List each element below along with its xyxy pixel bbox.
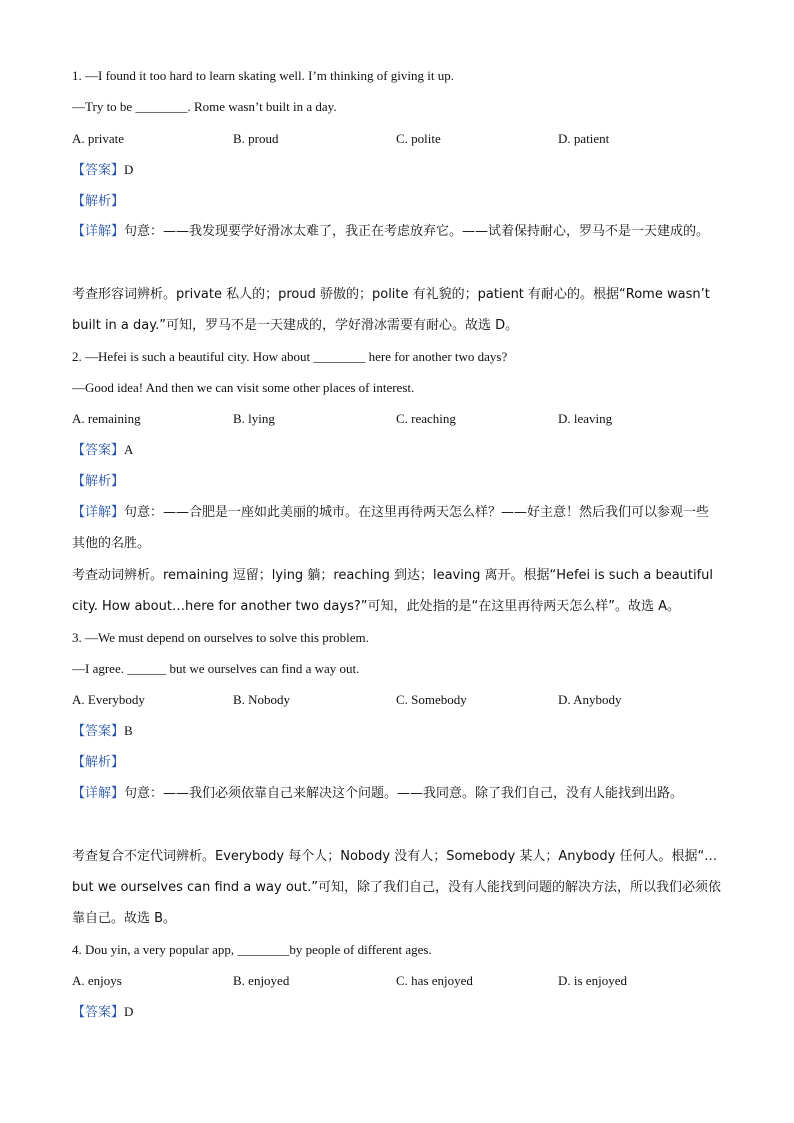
q4-option-b: B. enjoyed xyxy=(233,973,290,988)
q3-analysis xyxy=(72,753,722,772)
q4-stem xyxy=(72,941,722,959)
q4-answer xyxy=(72,1003,722,1022)
q4-blank: ________ xyxy=(237,942,290,957)
q3-analysis-label: 【解析】 xyxy=(72,755,125,770)
q1-analysis-label: 【解析】 xyxy=(72,194,125,209)
q2-explanation: 考查动词辨析。remaining 逗留；lying 躺；reaching 到达；leaving 离开。根据“Hefei is such a beautiful city. How about…here for another two days?”可知，此处指的是“在这里再待两天怎么样”。故选 A。 xyxy=(72,568,714,614)
q3-detail-label: 【详解】 xyxy=(72,786,125,801)
q4-stem-pre: 4. Dou yin, a very popular app, xyxy=(72,942,235,957)
q2-stem-post: here for another two days? xyxy=(368,349,508,364)
q2-detail-label: 【详解】 xyxy=(72,505,125,520)
q3-option-a: A. Everybody xyxy=(72,692,145,707)
q1-answer xyxy=(72,161,722,180)
q2-stem xyxy=(72,348,722,366)
q3-stem: 3. —We must depend on ourselves to solve this problem. xyxy=(72,630,369,645)
q1-stem: 1. —I found it too hard to learn skating well. I’m thinking of giving it up. xyxy=(72,68,455,83)
q2-analysis-label: 【解析】 xyxy=(72,474,125,489)
q2-dialog: —Good idea! And then we can visit some other places of interest. xyxy=(72,380,415,395)
q1-dialog-post: . Rome wasn’t built in a day. xyxy=(187,99,337,114)
q3-option-d: D. Anybody xyxy=(558,692,622,707)
q1-option-d: D. patient xyxy=(558,131,610,146)
q2-option-d: D. leaving xyxy=(558,411,613,426)
q1-detail xyxy=(72,216,722,278)
q1-detail-label: 【详解】 xyxy=(72,224,125,239)
q2-blank: ________ xyxy=(313,349,366,364)
q2-analysis xyxy=(72,472,722,491)
q2-stem-pre: 2. —Hefei is such a beautiful city. How about xyxy=(72,349,311,364)
q4-answer-value: D xyxy=(124,1004,134,1019)
q3-answer-label: 【答案】 xyxy=(72,724,125,739)
q2-answer xyxy=(72,441,722,460)
q1-dialog xyxy=(72,98,722,116)
q2-detail-text: 句意：——合肥是一座如此美丽的城市。在这里再待两天怎么样？——好主意！然后我们可以参观一些其他的名胜。 xyxy=(72,505,710,551)
q3-option-b: B. Nobody xyxy=(233,692,291,707)
q2-answer-value: A xyxy=(124,442,134,457)
q1-blank: ________ xyxy=(135,99,188,114)
q4-option-d: D. is enjoyed xyxy=(558,973,627,988)
q3-answer-value: B xyxy=(124,723,133,738)
q1-detail-text: 句意：——我发现要学好滑冰太难了，我正在考虑放弃它。——试着保持耐心，罗马不是一天建成的。 xyxy=(124,224,710,239)
q1-answer-value: D xyxy=(124,162,134,177)
q3-dialog-post: but we ourselves can find a way out. xyxy=(169,661,360,676)
q3-dialog-pre: —I agree. xyxy=(72,661,124,676)
q1-answer-label: 【答案】 xyxy=(72,163,125,178)
q2-option-b: B. lying xyxy=(233,411,275,426)
q2-option-a: A. remaining xyxy=(72,411,141,426)
q1-option-c: C. polite xyxy=(396,131,441,146)
q3-option-c: C. Somebody xyxy=(396,692,467,707)
q4-option-a: A. enjoys xyxy=(72,973,122,988)
q3-explanation: 考查复合不定代词辨析。Everybody 每个人；Nobody 没有人；Somebody 某人；Anybody 任何人。根据“…but we ourselves can find a way out.”可知，除了我们自己，没有人能找到问题的解决方法，所以我们必须依靠自己。故选 B。 xyxy=(72,849,721,926)
q4-answer-label: 【答案】 xyxy=(72,1005,125,1020)
q1-explanation: 考查形容词辨析。private 私人的；proud 骄傲的；polite 有礼貌的；patient 有耐心的。根据“Rome wasn’t built in a day.”可知，罗马不是一天建成的，学好滑冰需要有耐心。故选 D。 xyxy=(72,287,710,333)
q1-option-b: B. proud xyxy=(233,131,279,146)
q4-stem-post: by people of different ages. xyxy=(289,942,432,957)
q2-answer-label: 【答案】 xyxy=(72,443,125,458)
q3-dialog xyxy=(72,660,722,678)
q1-option-a: A. private xyxy=(72,131,124,146)
q3-detail xyxy=(72,778,722,840)
q2-detail xyxy=(72,497,722,559)
q4-option-c: C. has enjoyed xyxy=(396,973,473,988)
q2-option-c: C. reaching xyxy=(396,411,456,426)
q3-blank: ______ xyxy=(127,661,167,676)
q3-answer xyxy=(72,722,722,741)
q3-detail-text: 句意：——我们必须依靠自己来解决这个问题。——我同意。除了我们自己，没有人能找到出路。 xyxy=(124,786,684,801)
q1-dialog-pre: —Try to be xyxy=(72,99,133,114)
q1-analysis xyxy=(72,192,722,211)
